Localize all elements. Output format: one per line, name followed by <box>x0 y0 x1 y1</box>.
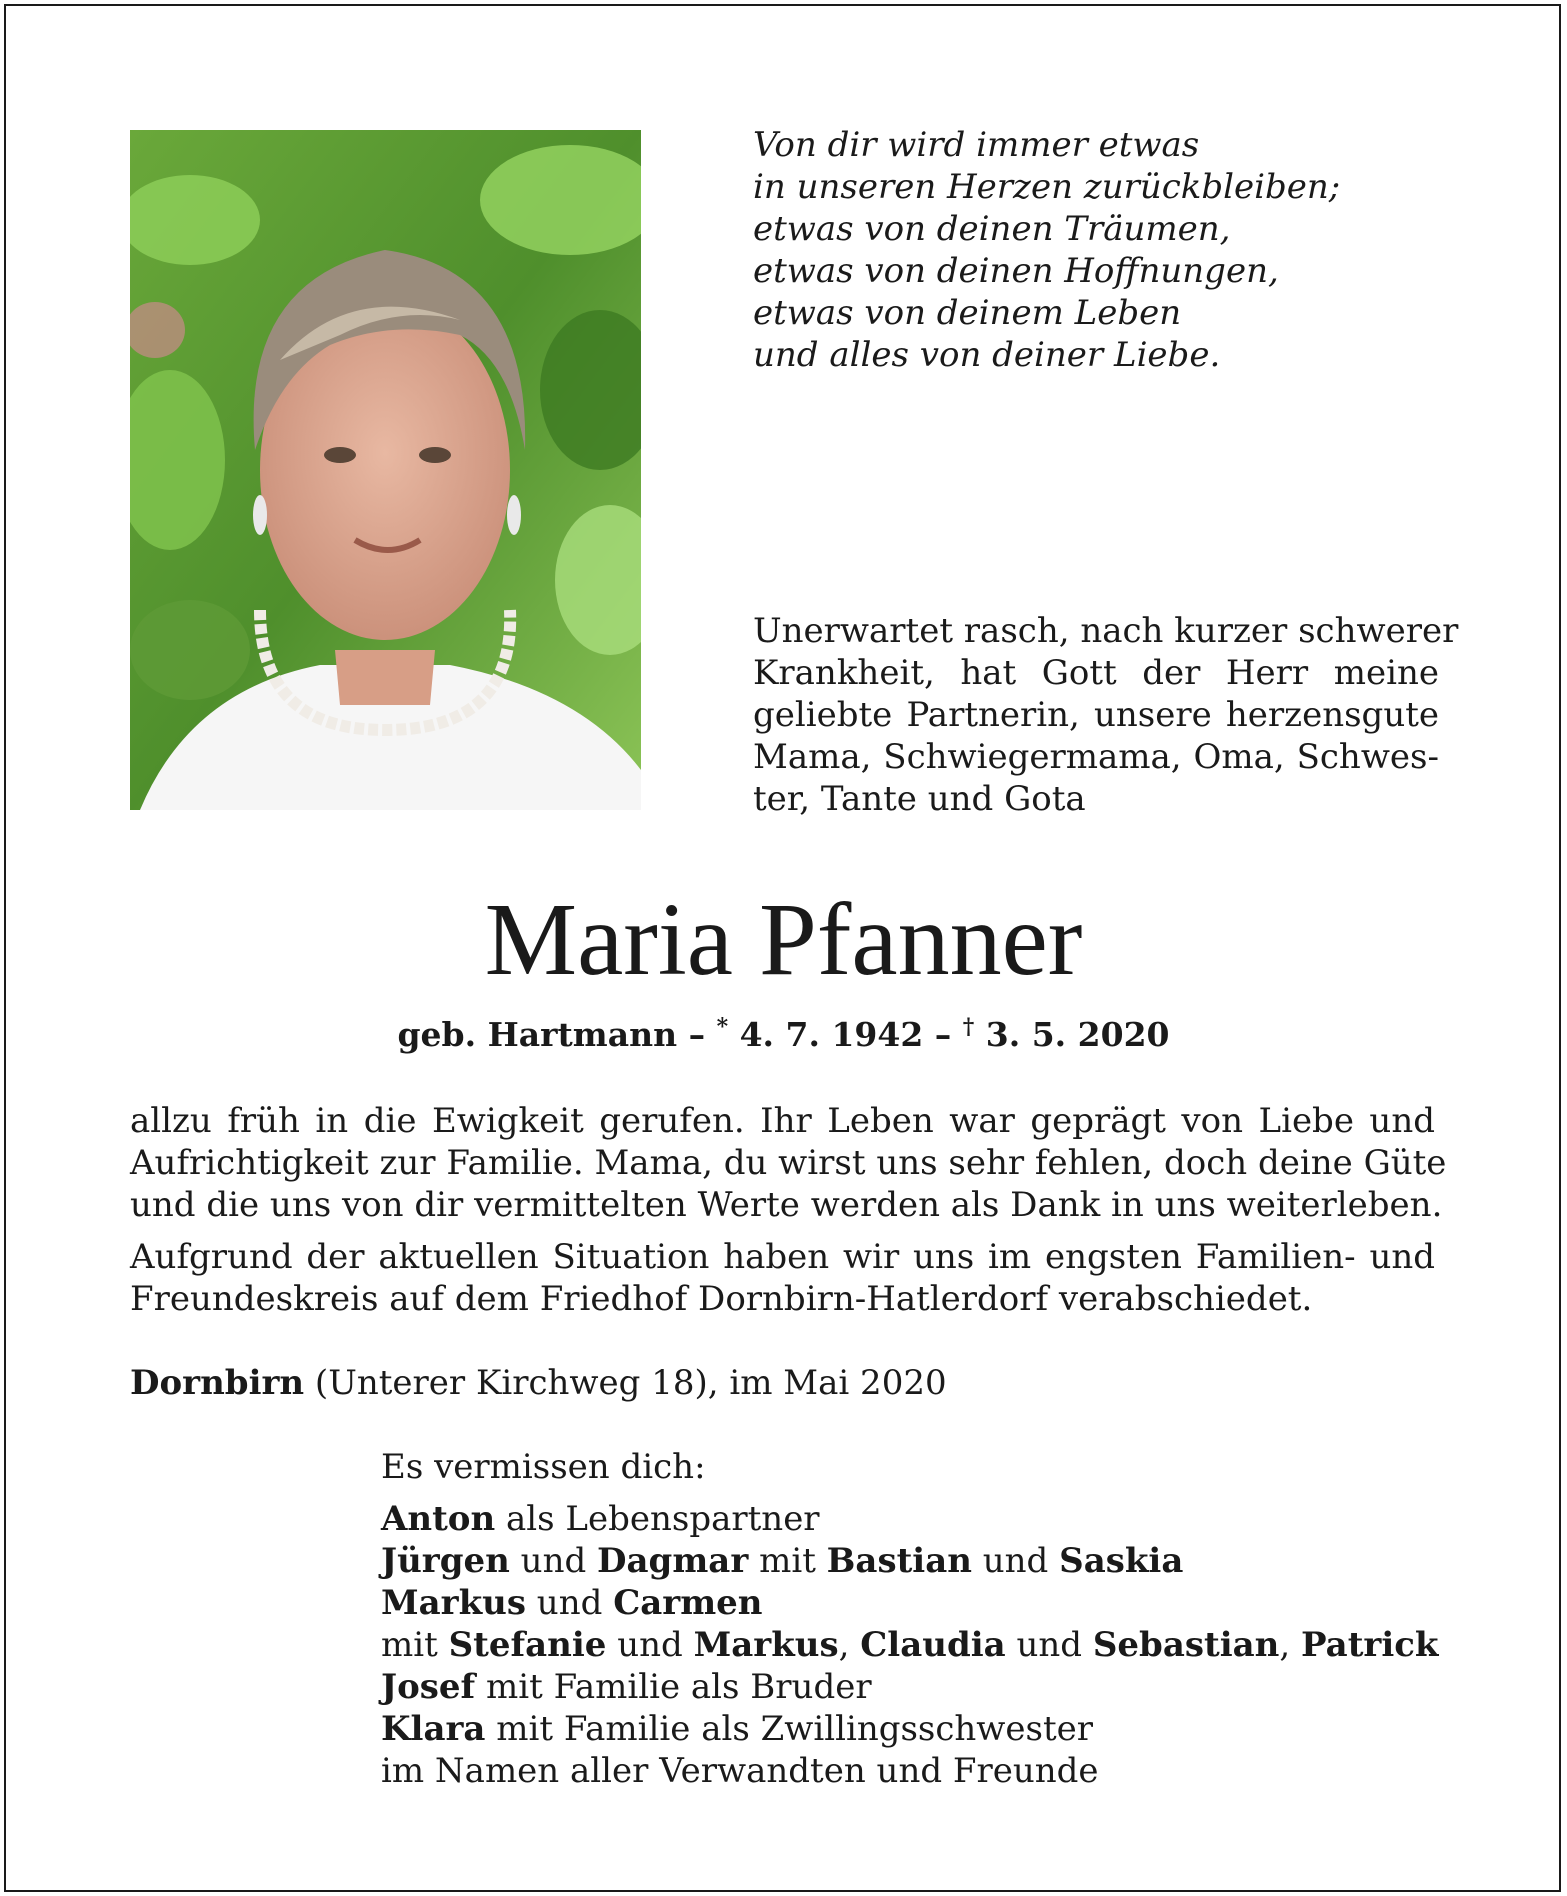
mourner-name: Bastian <box>826 1541 972 1581</box>
mourner-text: und <box>606 1625 694 1665</box>
body-line: allzu früh in die Ewigkeit gerufen. Ihr Leben war geprägt von Liebe und <box>130 1101 1435 1141</box>
mourner-text: mit Familie als Bruder <box>475 1667 872 1707</box>
mourner-name: Claudia <box>860 1625 1006 1665</box>
mourner-name: Carmen <box>613 1583 763 1623</box>
body-text <box>130 1100 1447 1320</box>
portrait-illustration <box>130 130 641 810</box>
intro-line: Mama, Schwiegermama, Oma, Schwes- <box>753 737 1439 777</box>
mourner-name: Patrick <box>1301 1625 1439 1665</box>
mourner-name: Markus <box>381 1583 526 1623</box>
mourner-text: und <box>509 1541 598 1581</box>
mourner-line <box>381 1540 1441 1582</box>
body-line: Aufrichtigkeit zur Familie. Mama, du wirst uns sehr fehlen, doch deine Güte <box>130 1143 1447 1183</box>
mourner-text: und <box>971 1541 1060 1581</box>
poem <box>753 124 1473 376</box>
body-line: Freundeskreis auf dem Friedhof Dornbirn-Hatlerdorf verabschiedet. <box>130 1279 1313 1319</box>
intro-line: ter, Tante und Gota <box>753 779 1086 819</box>
intro-text <box>753 610 1459 820</box>
death-date: 3. 5. 2020 <box>974 1015 1170 1054</box>
mourner-text: , <box>1279 1625 1302 1665</box>
mourner-text: mit Familie als Zwillingsschwester <box>485 1709 1094 1749</box>
mourners-heading: Es vermissen dich: <box>381 1447 706 1487</box>
place-city: Dornbirn <box>130 1363 305 1403</box>
poem-line: etwas von deinem Leben <box>753 293 1182 333</box>
body-line: Aufgrund der aktuellen Situation haben wir uns im engsten Familien- und <box>130 1237 1435 1277</box>
mourner-name: Stefanie <box>448 1625 607 1665</box>
mourner-text: , <box>838 1625 861 1665</box>
mourner-name: Klara <box>381 1709 486 1749</box>
life-dates <box>0 1005 1567 1057</box>
mourner-name: Saskia <box>1059 1541 1184 1581</box>
poem-line: in unseren Herzen zurückbleiben; <box>753 167 1341 207</box>
mourner-name: Josef <box>381 1667 476 1707</box>
mourner-text: und <box>526 1583 614 1623</box>
mourner-line <box>381 1666 1441 1708</box>
birth-date: 4. 7. 1942 – <box>728 1015 963 1054</box>
mourner-name: Anton <box>381 1499 496 1539</box>
maiden-name: geb. Hartmann – <box>397 1015 717 1054</box>
poem-line: Von dir wird immer etwas <box>753 125 1200 165</box>
body-line: und die uns von dir vermittelten Werte werden als Dank in uns weiterleben. <box>130 1185 1443 1225</box>
mourner-text: als Lebenspartner <box>495 1499 820 1539</box>
mourner-text: und <box>1005 1625 1093 1665</box>
place-date <box>130 1362 1430 1404</box>
mourner-name: Sebastian <box>1092 1625 1280 1665</box>
place-address: (Unterer Kirchweg 18), im Mai 2020 <box>304 1363 947 1403</box>
mourner-name: Dagmar <box>597 1541 749 1581</box>
poem-line: etwas von deinen Hoffnungen, <box>753 251 1279 291</box>
mourners-list <box>381 1446 1441 1792</box>
poem-line: etwas von deinen Träumen, <box>753 209 1231 249</box>
mourner-line <box>381 1498 1441 1540</box>
intro-line: geliebte Partnerin, unsere herzensgute <box>753 695 1439 735</box>
mourner-text: mit <box>381 1625 449 1665</box>
deceased-name: Maria Pfanner <box>484 882 1083 997</box>
mourner-name: Jürgen <box>381 1541 510 1581</box>
intro-line: Krankheit, hat Gott der Herr meine <box>753 653 1439 693</box>
born-symbol: * <box>716 1014 729 1040</box>
poem-line: und alles von deiner Liebe. <box>753 335 1221 375</box>
mourner-line <box>381 1582 1441 1624</box>
died-symbol: † <box>962 1014 975 1040</box>
mourner-line <box>381 1708 1441 1750</box>
mourner-name: Markus <box>693 1625 839 1665</box>
mourner-text: mit <box>748 1541 827 1581</box>
mourners-closing: im Namen aller Verwandten und Freunde <box>381 1751 1099 1791</box>
intro-line: Unerwartet rasch, nach kurzer schwerer <box>753 611 1459 651</box>
mourner-line <box>381 1624 1441 1666</box>
portrait-photo <box>130 130 641 810</box>
